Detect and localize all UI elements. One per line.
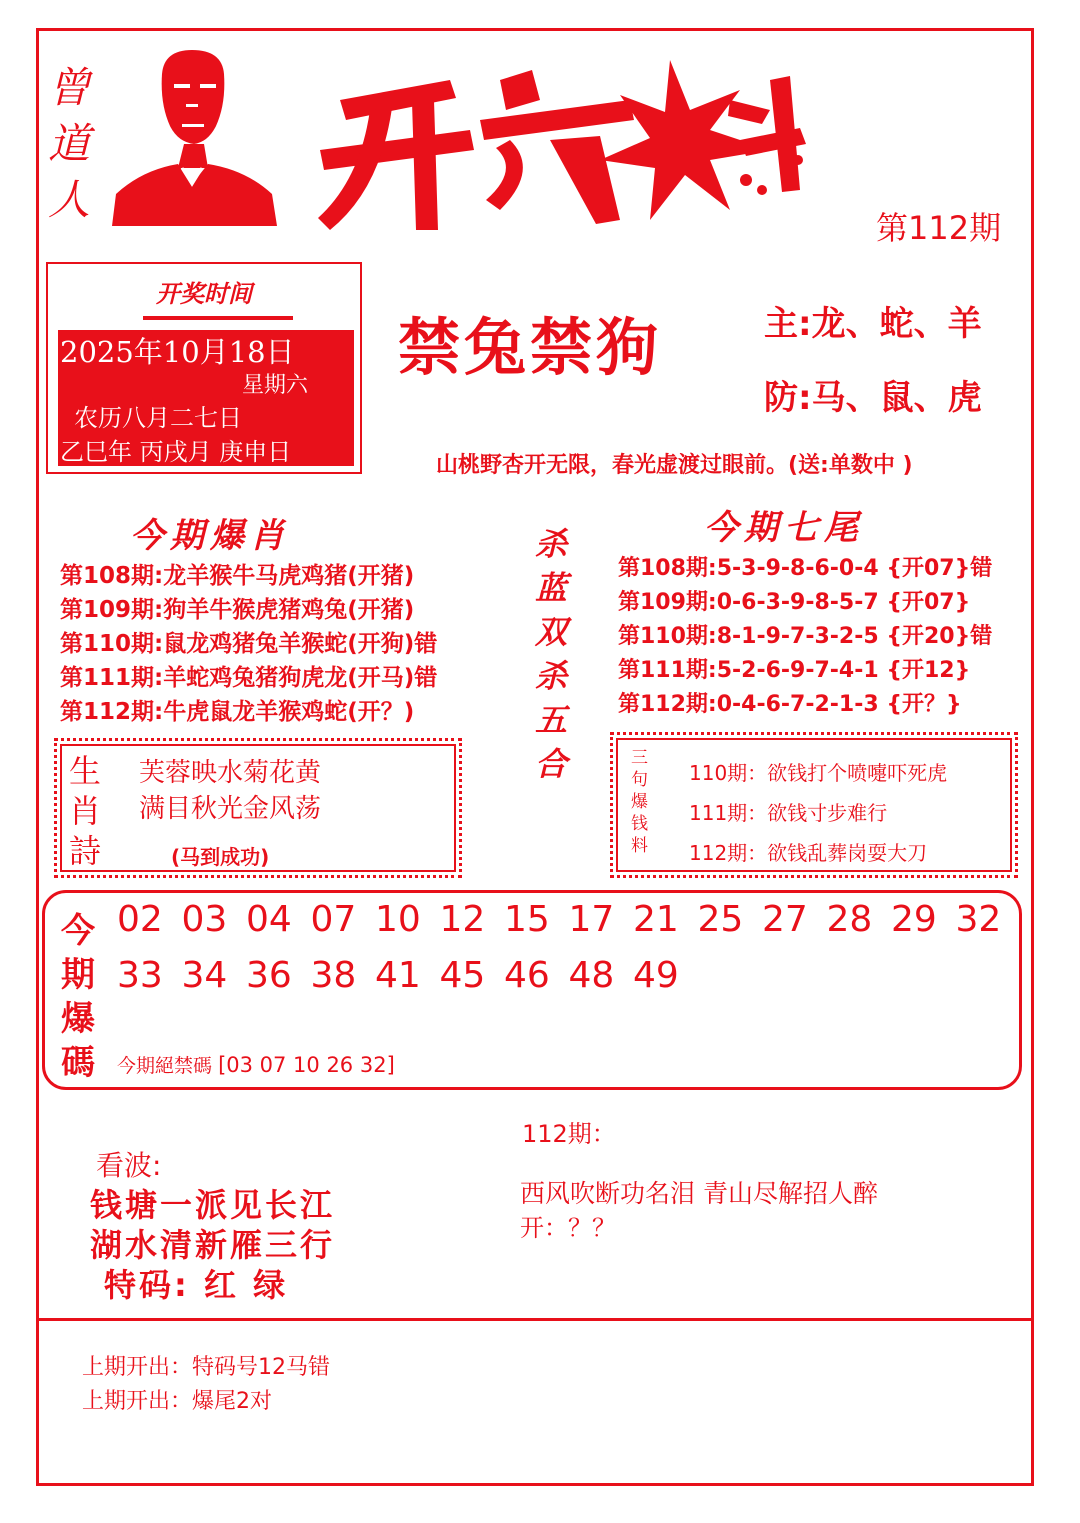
author-char: 人: [47, 175, 90, 224]
wave-title: 看波:: [96, 1149, 162, 1182]
next-issue-poem: 西风吹断功名泪 青山尽解招人醉: [520, 1179, 878, 1208]
footer-divider: [36, 1318, 1034, 1321]
guard-zodiac: 防:马、鼠、虎: [764, 378, 982, 418]
middle-vertical-text: [526, 522, 576, 786]
number: 46: [504, 955, 550, 996]
hint-poem: 山桃野杏开无限，春光虚渡过眼前。(送:单数中 ): [436, 453, 913, 478]
draw-ganzhi: 乙巳年 丙戌月 庚申日: [60, 438, 292, 466]
number: 12: [439, 899, 486, 940]
logo-kaijiang: [300, 40, 820, 240]
number: 02: [117, 899, 163, 940]
last-issue-line-2: 上期开出：爆尾2对: [82, 1389, 272, 1414]
zodiac-section-title: 今期爆肖: [130, 516, 290, 556]
author-char: 曾: [47, 63, 90, 112]
numbers-row-1: [117, 899, 1020, 940]
label-char: 爆: [631, 792, 648, 812]
number: 32: [955, 899, 1002, 940]
number: 17: [568, 899, 615, 940]
last-issue-line-1: 上期开出：特码号12马错: [82, 1355, 330, 1380]
poem-line: 芙蓉映水菊花黄: [139, 758, 322, 788]
label-char: 句: [631, 770, 648, 790]
middle-char: 蓝: [534, 569, 567, 607]
three-line-label: [631, 747, 648, 857]
list-item: 110期：欲钱打个喷嚏吓死虎: [689, 761, 948, 785]
label-char: 期: [61, 955, 95, 995]
number: 07: [310, 899, 357, 940]
list-item: 第112期:牛虎鼠龙羊猴鸡蛇(开？): [60, 699, 415, 725]
poem-line: 满目秋光金风荡: [139, 794, 322, 824]
divider: [143, 316, 293, 320]
number: 36: [246, 955, 292, 996]
number: 15: [504, 899, 550, 940]
issue-number: 第112期: [876, 209, 1002, 247]
wave-line-2: 湖水清新雁三行: [90, 1226, 336, 1264]
banned-numbers: [117, 1051, 395, 1078]
numbers-row-2: [117, 955, 698, 996]
number: 28: [826, 899, 873, 940]
list-item: 第109期:0-6-3-9-8-5-7 {开07}: [618, 590, 971, 615]
label-char: 爆: [61, 999, 95, 1039]
label-char: 钱: [631, 814, 648, 834]
three-line-rows: [689, 753, 947, 873]
draw-time-title: 开奖时间: [156, 279, 252, 308]
label-char: 生: [69, 752, 102, 790]
draw-lunar-date: 农历八月二七日: [74, 404, 242, 432]
middle-char: 杀: [534, 525, 567, 563]
label-char: 今: [61, 911, 95, 951]
next-issue-open: 开：？？: [520, 1214, 616, 1242]
tails-list: [618, 552, 992, 722]
draw-weekday: 星期六: [242, 373, 309, 398]
three-line-box: [610, 732, 1018, 878]
number: 41: [375, 955, 421, 996]
banned-label: 今期絕禁碼: [117, 1055, 213, 1077]
banned-zodiac-title: 禁兔禁狗: [398, 311, 663, 384]
vertical-author-name: [44, 60, 94, 228]
banned-values: [03 07 10 26 32]: [218, 1053, 395, 1077]
number: 04: [246, 899, 292, 940]
list-item: 第110期:鼠龙鸡猪兔羊猴蛇(开狗)错: [60, 631, 438, 657]
author-char: 道: [47, 119, 90, 168]
poem-box-label: [69, 751, 101, 871]
middle-char: 合: [534, 745, 567, 783]
number: 33: [117, 955, 163, 996]
list-item: 第111期:5-2-6-9-7-4-1 {开12}: [618, 658, 971, 683]
portrait-image: [112, 44, 277, 226]
list-item: 第108期:5-3-9-8-6-0-4 {开07}错: [618, 556, 993, 581]
label-char: 料: [631, 836, 648, 856]
label-char: 三: [631, 748, 648, 768]
label-char: 碼: [61, 1043, 95, 1083]
number: 49: [633, 955, 679, 996]
number: 29: [891, 899, 937, 940]
list-item: 第112期:0-4-6-7-2-1-3 {开？}: [618, 692, 962, 717]
middle-char: 双: [534, 613, 567, 651]
draw-date: 2025年10月18日: [60, 335, 295, 369]
wave-line-1: 钱塘一派见长江: [90, 1186, 336, 1224]
hot-numbers-box: [42, 890, 1022, 1090]
number: 45: [439, 955, 486, 996]
draw-time-box: [46, 262, 362, 474]
list-item: 第109期:狗羊牛猴虎猪鸡兔(开猪): [60, 597, 415, 623]
number: 03: [181, 899, 228, 940]
special-color: 特码: 红 绿: [104, 1266, 289, 1304]
draw-time-panel: [58, 330, 354, 466]
middle-char: 杀: [534, 657, 567, 695]
number: 10: [375, 899, 421, 940]
number: 21: [633, 899, 679, 940]
middle-char: 五: [534, 701, 567, 739]
next-issue-title: 112期：: [522, 1120, 616, 1148]
number: 38: [310, 955, 357, 996]
label-char: 肖: [69, 792, 102, 830]
number: 25: [697, 899, 744, 940]
main-zodiac: 主:龙、蛇、羊: [764, 304, 982, 344]
zodiac-poem-box: [54, 738, 462, 878]
poem-note: (马到成功): [171, 845, 270, 869]
label-char: 詩: [69, 832, 102, 870]
list-item: 第110期:8-1-9-7-3-2-5 {开20}错: [618, 624, 993, 649]
list-item: 111期：欲钱寸步难行: [689, 801, 888, 825]
list-item: 第108期:龙羊猴牛马虎鸡猪(开猪): [60, 563, 415, 589]
number: 48: [568, 955, 615, 996]
poem-lines: [139, 755, 321, 827]
list-item: 第111期:羊蛇鸡兔猪狗虎龙(开马)错: [60, 665, 438, 691]
number: 27: [762, 899, 808, 940]
list-item: 112期：欲钱乱葬岗耍大刀: [689, 841, 928, 865]
numbers-label: [61, 909, 95, 1085]
zodiac-list: [60, 559, 437, 729]
number: 34: [181, 955, 228, 996]
tails-section-title: 今期七尾: [704, 508, 864, 548]
